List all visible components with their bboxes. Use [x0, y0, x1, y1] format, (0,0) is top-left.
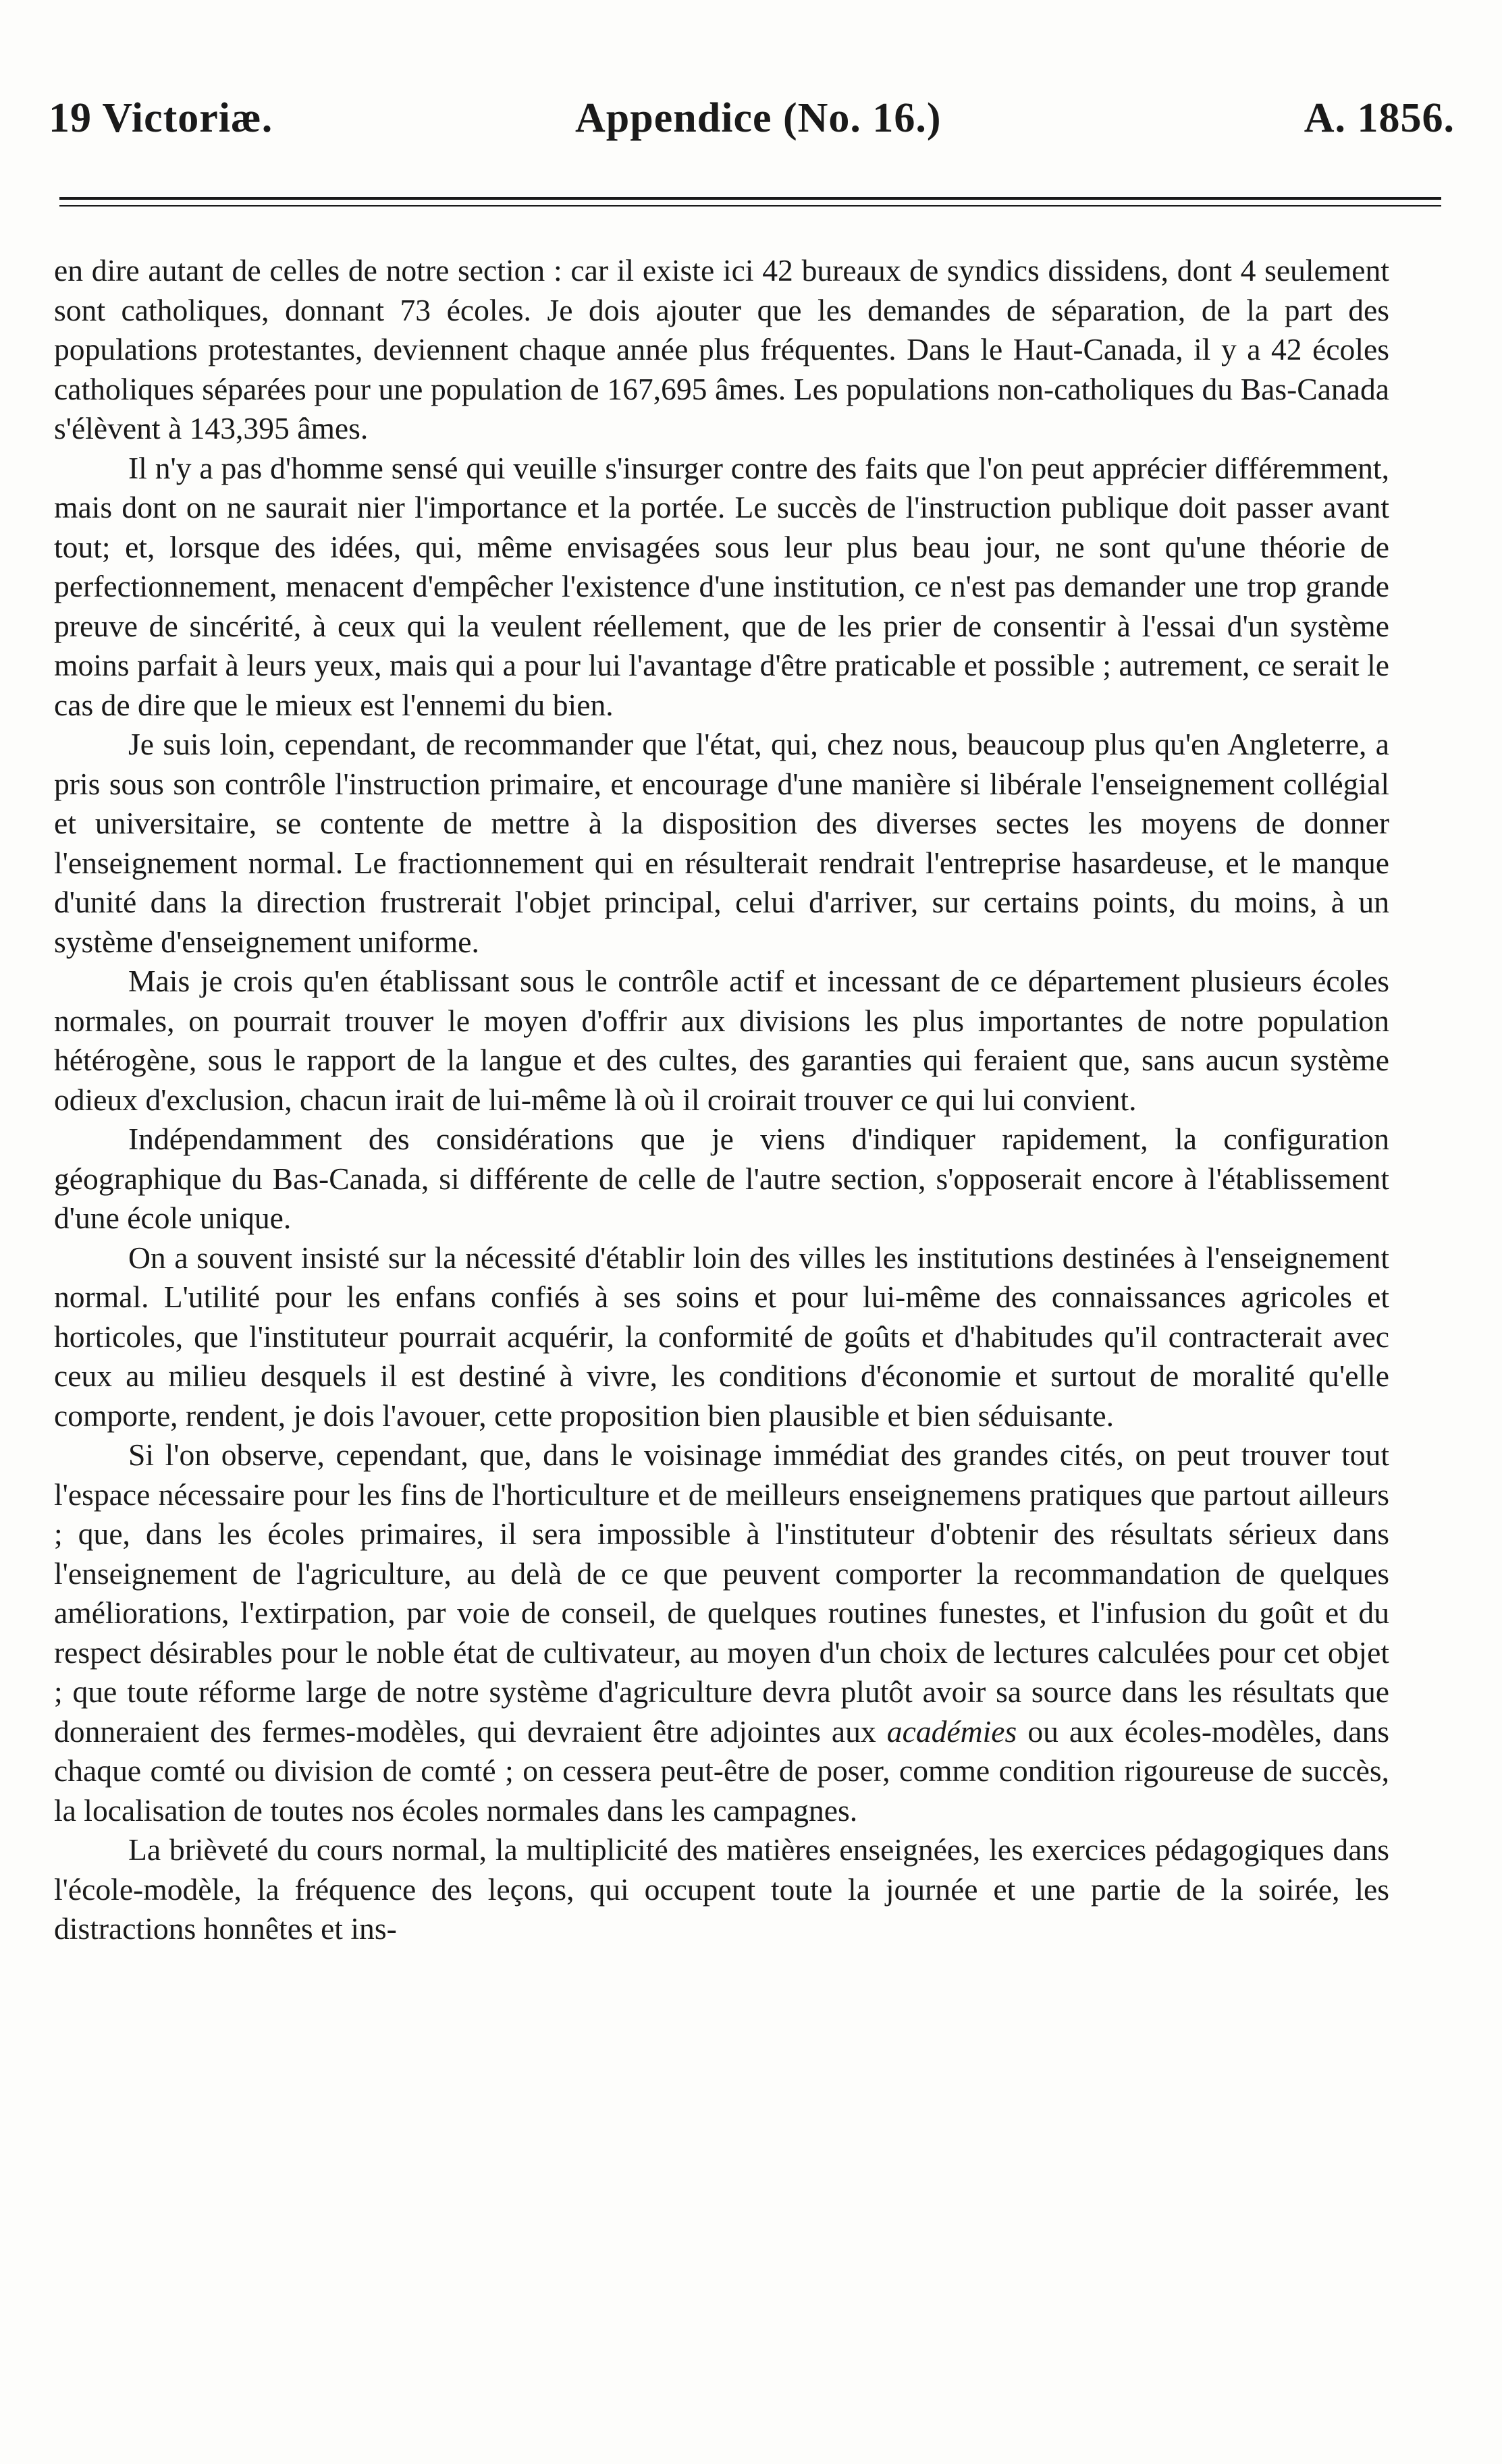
header-rule-thick — [59, 197, 1441, 200]
paragraph-7 — [54, 1435, 1389, 1830]
page-header — [49, 94, 1455, 148]
paragraph-1: en dire autant de celles de notre section : car il existe ici 42 bureaux de syndics dissidens, dont 4 seulement sont catholiques, donnant 73 écoles. Je dois ajouter que les demandes de séparation, de la part des populations protestantes, deviennent chaque année plus fréquentes. Dans le Haut-Canada, il y a 42 écoles catholiques séparées pour une population de 167,695 âmes. Les populations non-catholiques du Bas-Canada s'élèvent à 143,395 âmes. — [54, 253, 1389, 445]
paragraph-7-text-b: ou aux écoles-modèles, dans chaque comté ou division de comté ; on cessera peut-être de poser, comme condition rigoureuse de succès, la localisation de toutes nos écoles normales dans les campagnes. — [54, 1714, 1389, 1828]
paragraph-5: Indépendamment des considérations que je viens d'indiquer rapidement, la configuration géographique du Bas-Canada, si différente de celle de l'autre section, s'opposerait encore à l'établissement d'une école unique. — [54, 1122, 1389, 1235]
header-appendix-number: Appendice (No. 16.) — [575, 95, 942, 141]
paragraph-8: La brièveté du cours normal, la multiplicité des matières enseignées, les exercices pédagogiques dans l'école-modèle, la fréquence des leçons, qui occupent toute la journée et une partie de la soirée, les distractions honnêtes et ins- — [54, 1832, 1389, 1946]
paragraph-7-italic-term: académies — [886, 1714, 1017, 1749]
paragraph-3: Je suis loin, cependant, de recommander que l'état, qui, chez nous, beaucoup plus qu'en Angleterre, a pris sous son contrôle l'instruction primaire, et encourage d'une manière si libérale l'enseignement collégial et universitaire, se contente de mettre à la disposition des diverses sectes les moyens de donner l'enseignement normal. Le fractionnement qui en résulterait rendrait l'entreprise hasardeuse, et le manque d'unité dans la direction frustrerait l'objet principal, celui d'arriver, sur certains points, du moins, à un système d'enseignement uniforme. — [54, 727, 1389, 959]
paragraph-7-text-a: Si l'on observe, cependant, que, dans le voisinage immédiat des grandes cités, on peut trouver tout l'espace nécessaire pour les fins de l'horticulture et de meilleurs enseignemens pratiques que partout ailleurs ; que, dans les écoles primaires, il sera impossible à l'instituteur d'obtenir des résultats sérieux dans l'enseignement de l'agriculture, au delà de ce que peuvent comporter la recommandation de quelques améliorations, l'extirpation, par voie de conseil, de quelques routines funestes, et l'infusion du goût et du respect désirables pour le noble état de cultivateur, au moyen d'un choix de lectures calculées pour cet objet ; que toute réforme large de notre système d'agriculture devra plutôt avoir sa source dans les résultats que donneraient des fermes-modèles, qui devraient être adjointes aux — [54, 1438, 1389, 1749]
paragraph-2: Il n'y a pas d'homme sensé qui veuille s'insurger contre des faits que l'on peut apprécier différemment, mais dont on ne saurait nier l'importance et la portée. Le succès de l'instruction publique doit passer avant tout; et, lorsque des idées, qui, même envisagées sous leur plus beau jour, ne sont qu'une théorie de perfectionnement, menacent d'empêcher l'existence d'une institution, ce n'est pas demander une trop grande preuve de sincérité, à ceux qui la veulent réellement, que de les prier de consentir à l'essai d'un système moins parfait à leurs yeux, mais qui a pour lui l'avantage d'être praticable et possible ; autrement, ce serait le cas de dire que le mieux est l'ennemi du bien. — [54, 450, 1389, 722]
header-regnal-year: 19 Victoriæ. — [49, 95, 273, 141]
header-year: A. 1856. — [1304, 95, 1455, 141]
paragraph-4: Mais je crois qu'en établissant sous le contrôle actif et incessant de ce département plusieurs écoles normales, on pourrait trouver le moyen d'offrir aux divisions les plus importantes de notre population hétérogène, sous le rapport de la langue et des cultes, des garanties qui feraient que, sans aucun système odieux d'exclusion, chacun irait de lui-même là où il croirait trouver ce qui lui convient. — [54, 964, 1389, 1117]
body-text — [54, 251, 1389, 1949]
paragraph-6: On a souvent insisté sur la nécessité d'établir loin des villes les institutions destinées à l'enseignement normal. L'utilité pour les enfans confiés à ses soins et pour lui-même des connaissances agricoles et horticoles, que l'instituteur pourrait acquérir, la conformité de goûts et d'habitudes qu'il contracterait avec ceux au milieu desquels il est destiné à vivre, les conditions d'économie et surtout de moralité qu'elle comporte, rendent, je dois l'avouer, cette proposition bien plausible et bien séduisante. — [54, 1240, 1389, 1433]
header-rule-thin — [59, 205, 1441, 207]
